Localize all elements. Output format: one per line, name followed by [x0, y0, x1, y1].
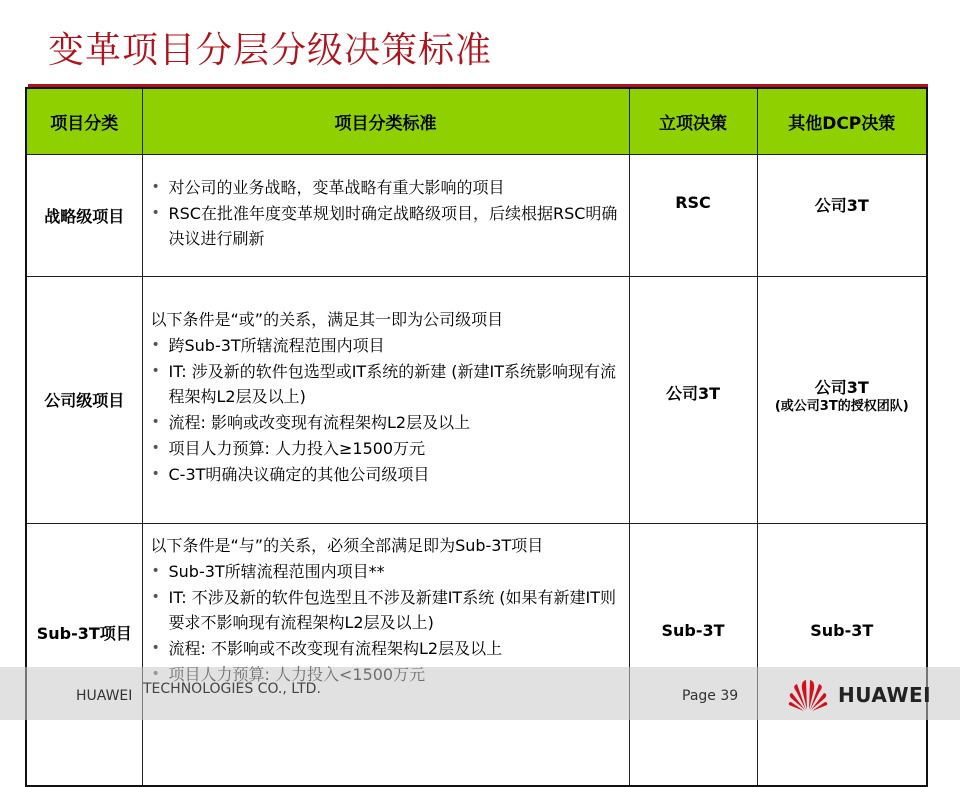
list-item: • IT: 不涉及新的软件包选型且不涉及新建IT系统 (如果有新建IT则要求不影响现有流程架构L2层及以上)	[151, 585, 621, 635]
list-item: • 跨Sub-3T所辖流程范围内项目	[151, 333, 621, 358]
header-criteria: 项目分类标准	[142, 88, 629, 154]
header-dcp: 其他DCP决策	[757, 88, 927, 154]
row-criteria	[142, 276, 629, 523]
list-item: • Sub-3T所辖流程范围内项目**	[151, 559, 621, 584]
criteria-intro: 以下条件是“或”的关系，满足其一即为公司级项目	[150, 309, 504, 329]
list-item: • C-3T明确决议确定的其他公司级项目	[151, 462, 621, 487]
table-row	[26, 276, 927, 523]
criteria-list	[151, 333, 621, 487]
list-item: • RSC在批准年度变革规划时确定战略级项目，后续根据RSC明确决议进行刷新	[151, 201, 621, 251]
row-approval: RSC	[629, 154, 757, 276]
logo-wordmark: HUAWEI	[838, 683, 932, 707]
table-row	[26, 154, 927, 276]
table-header-row	[26, 88, 927, 154]
row-approval: 公司3T	[629, 276, 757, 523]
list-item: • 流程: 不影响或不改变现有流程架构L2层及以上	[151, 636, 621, 661]
slide-title: 变革项目分层分级决策标准	[48, 30, 493, 71]
row-dcp	[757, 276, 927, 523]
criteria-list	[151, 175, 621, 251]
header-approval: 立项决策	[629, 88, 757, 154]
row-approval: Sub-3T	[629, 524, 757, 786]
row-criteria	[142, 154, 629, 276]
list-item: • 流程: 影响或改变现有流程架构L2层及以上	[151, 410, 621, 435]
footer-company: HUAWEI	[76, 688, 133, 704]
dcp-note: (或公司3T的授权团队)	[774, 398, 909, 414]
list-item: • IT: 涉及新的软件包选型或IT系统的新建 (新建IT系统影响现有流程架构L2层及以上)	[151, 359, 621, 409]
table-row	[26, 524, 927, 786]
huawei-logo-icon	[788, 677, 828, 711]
row-dcp: Sub-3T	[757, 524, 927, 786]
list-item: • 项目人力预算: 人力投入≥1500万元	[151, 436, 621, 461]
header-category: 项目分类	[26, 88, 142, 154]
row-category: 战略级项目	[26, 154, 142, 276]
row-category: Sub-3T项目	[26, 524, 142, 786]
row-criteria	[142, 524, 629, 786]
list-item: • 对公司的业务战略，变革战略有重大影响的项目	[151, 175, 621, 200]
row-category: 公司级项目	[26, 276, 142, 523]
criteria-intro: 以下条件是“与”的关系，必须全部满足即为Sub-3T项目	[150, 536, 544, 556]
dcp-value: 公司3T	[814, 377, 869, 397]
footer-company-suffix: TECHNOLOGIES CO., LTD.	[143, 681, 321, 697]
page-number: Page 39	[682, 688, 739, 704]
row-dcp: 公司3T	[757, 154, 927, 276]
